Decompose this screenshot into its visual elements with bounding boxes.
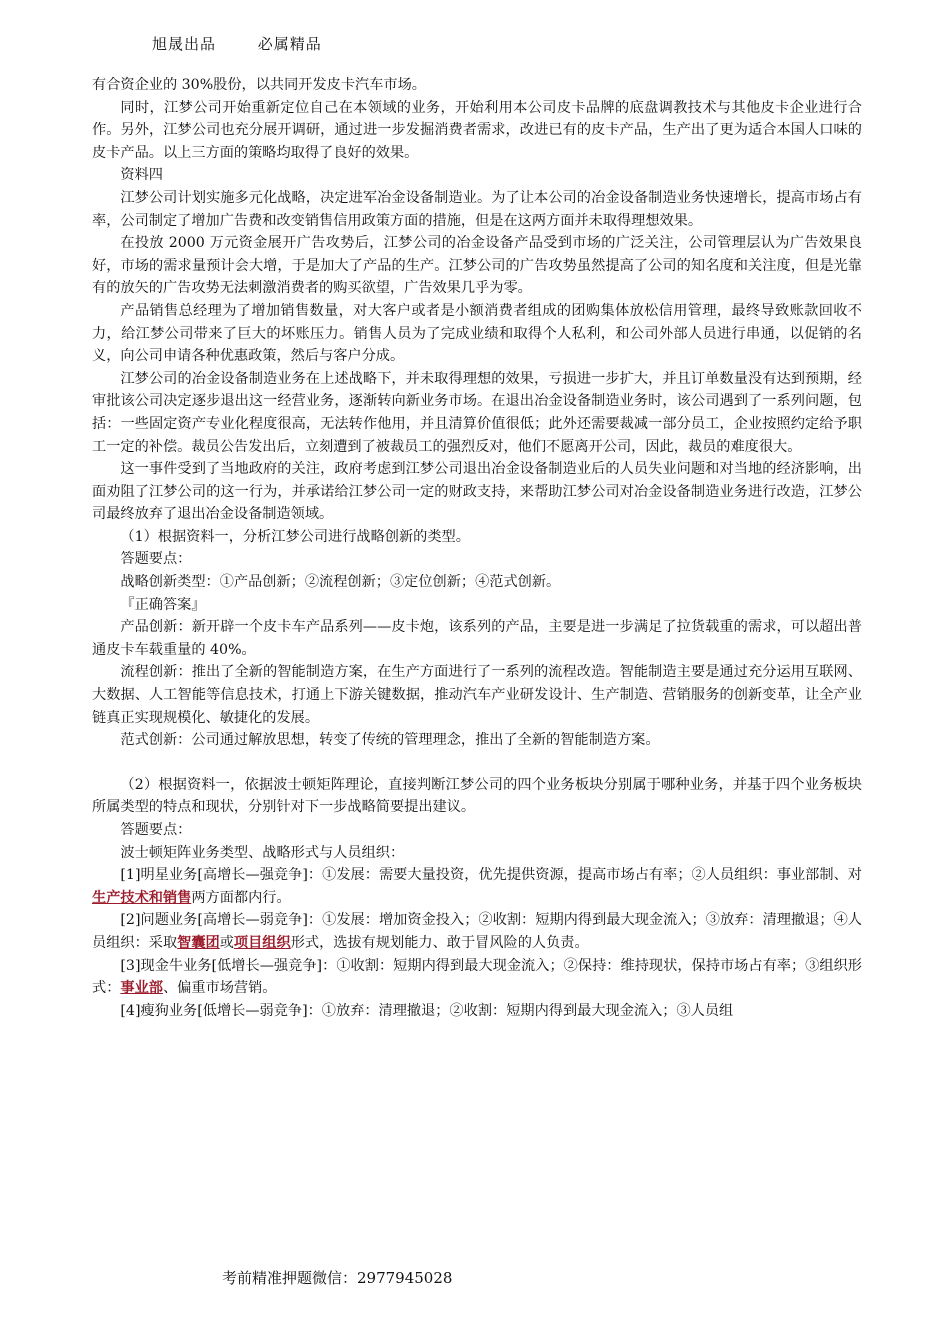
answer-key-label: 答题要点：	[120, 822, 192, 838]
matrix-star-business: [1]明星业务[高增长—强竞争]：①发展：需要大量投资，优先提供资源，提高市场占有率；②人员组织：事业部制、对生产技术和销售两方面都内行。	[92, 867, 862, 906]
answer-key-label: 答题要点：	[120, 551, 192, 568]
matrix-cash-cow-business: [3]现金牛业务[低增长—强竞争]：①收割：短期内得到最大现金流入；②保持：维持现状，保持市场占有率；③组织形式：事业部、偏重市场营销。	[92, 957, 862, 997]
page-header	[152, 33, 322, 54]
paragraph: 有合资企业的 30%股份，以共同开发皮卡汽车市场。	[92, 77, 426, 93]
paragraph: 在投放 2000 万元资金展开广告攻势后，江梦公司的冶金设备产品受到市场的广泛关注，公司管理层认为广告效果良好，市场的需求量预计会大增，于是加大了产品的生产。江梦公司的广告攻势虽然提高了公司的知名度和关注度，但是光靠有的放矢的广告攻势无法刺激消费者的购买欲望，广告效果几乎为零。	[92, 235, 862, 297]
highlight-term: 生产技术和销售	[92, 889, 192, 906]
answer-paragraph: 范式创新：公司通过解放思想，转变了传统的管理理念，推出了全新的智能制造方案。	[120, 732, 660, 749]
section-heading: 资料四	[120, 167, 163, 184]
header-brand: 旭晟出品	[152, 35, 217, 53]
correct-answer-label: 『正确答案』	[120, 596, 206, 613]
matrix-dog-business: [4]瘦狗业务[低增长—弱竞争]：①放弃：清理撤退；②收割：短期内得到最大现金流入；③人员组	[120, 1002, 734, 1019]
question-1: （1）根据资料一，分析江梦公司进行战略创新的类型。	[120, 528, 470, 545]
answer-paragraph: 产品创新：新开辟一个皮卡车产品系列——皮卡炮，该系列的产品，主要是进一步满足了拉货载重的需求，可以超出普通皮卡车载重量的 40%。	[92, 619, 862, 658]
paragraph: 江梦公司计划实施多元化战略，决定进军冶金设备制造业。为了让本公司的冶金设备制造业务快速增长，提高市场占有率，公司制定了增加广告费和改变销售信用政策方面的措施，但是在这两方面并未取得理想效果。	[92, 189, 862, 229]
header-slogan: 必属精品	[257, 35, 322, 53]
paragraph: 这一事件受到了当地政府的关注，政府考虑到江梦公司退出冶金设备制造业后的人员失业问题和对当地的经济影响，出面劝阻了江梦公司的这一行为，并承诺给江梦公司一定的财政支持，来帮助江梦公司对冶金设备制造业务进行改造，江梦公司最终放弃了退出冶金设备制造领域。	[92, 461, 862, 523]
document-body	[92, 74, 862, 1022]
question-2: （2）根据资料一，依据波士顿矩阵理论，直接判断江梦公司的四个业务板块分别属于哪种业务，并基于四个业务板块所属类型的特点和现状，分别针对下一步战略简要提出建议。	[92, 776, 862, 816]
matrix-question-business: [2]问题业务[高增长—弱竞争]：①发展：增加资金投入；②收割：短期内得到最大现金流入；③放弃：清理撤退；④人员组织：采取智囊团或项目组织形式，选拔有规划能力、敢于冒风险的人负责。	[92, 912, 862, 951]
highlight-term: 事业部	[120, 980, 163, 997]
highlight-term: 项目组织	[233, 934, 291, 951]
answer-key: 战略创新类型：①产品创新；②流程创新；③定位创新；④范式创新。	[120, 574, 561, 591]
page-footer: 考前精准押题微信：2977945028	[222, 1269, 453, 1287]
answer-paragraph: 流程创新：推出了全新的智能制造方案，在生产方面进行了一系列的流程改造。智能制造主要是通过充分运用互联网、大数据、人工智能等信息技术，打通上下游关键数据，推动汽车产业研发设计、生产制造、营销服务的创新变革，让全产业链真正实现规模化、敏捷化的发展。	[92, 664, 862, 726]
matrix-heading: 波士顿矩阵业务类型、战略形式与人员组织：	[120, 844, 405, 861]
paragraph: 同时，江梦公司开始重新定位自己在本领域的业务，开始利用本公司皮卡品牌的底盘调教技术与其他皮卡企业进行合作。另外，江梦公司也充分展开调研，通过进一步发掘消费者需求，改进已有的皮卡产品，生产出了更为适合本国人口味的皮卡产品。以上三方面的策略均取得了良好的效果。	[92, 99, 862, 161]
paragraph: 江梦公司的冶金设备制造业务在上述战略下，并未取得理想的效果，亏损进一步扩大，并且订单数量没有达到预期，经审批该公司决定逐步退出这一经营业务，逐渐转向新业务市场。在退出冶金设备制造业务时，该公司遇到了一系列问题，包括：一些固定资产专业化程度很高，无法转作他用，并且清算价值很低；此外还需要裁减一部分员工，企业按照约定给予职工一定的补偿。裁员公告发出后，立刻遭到了被裁员工的强烈反对，他们不愿离开公司，因此，裁员的难度很大。	[92, 370, 862, 455]
highlight-term: 智囊团	[177, 934, 220, 951]
paragraph: 产品销售总经理为了增加销售数量，对大客户或者是小额消费者组成的团购集体放松信用管理，最终导致账款回收不力，给江梦公司带来了巨大的坏账压力。销售人员为了完成业绩和取得个人私利，和公司外部人员进行串通，以促销的名义，向公司申请各种优惠政策，然后与客户分成。	[92, 302, 862, 365]
